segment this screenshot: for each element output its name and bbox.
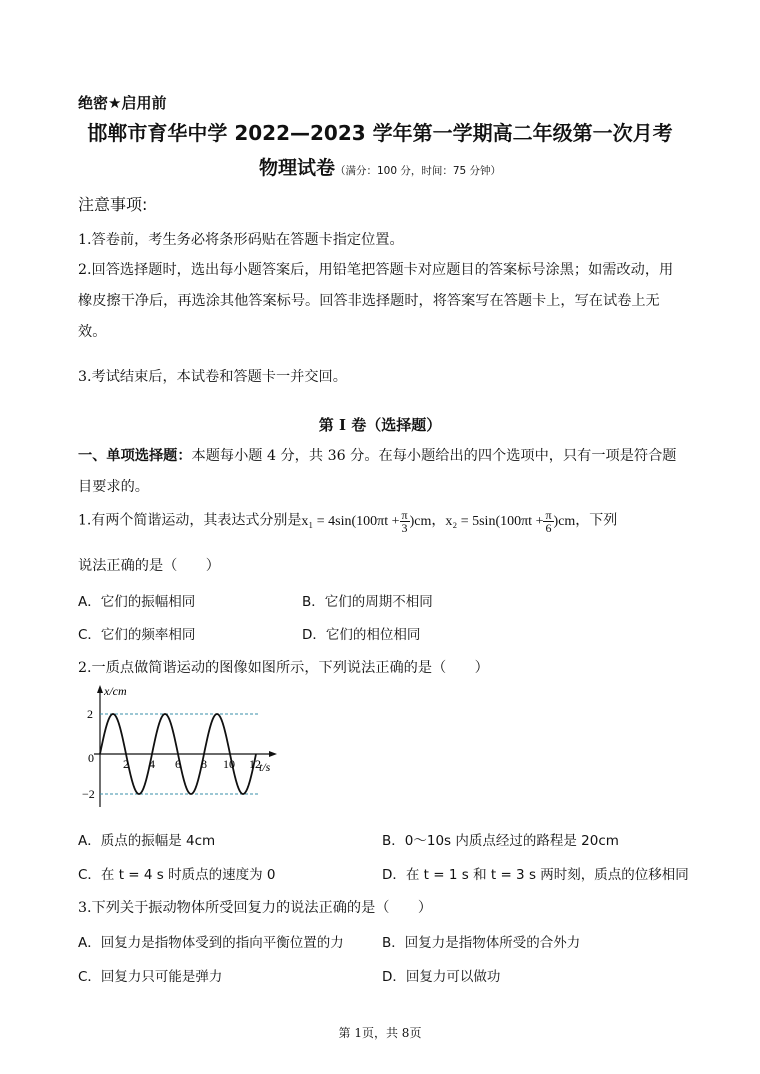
q1-formula-x2 bbox=[445, 508, 576, 535]
graph-x-tick-10: 10 bbox=[223, 757, 235, 771]
graph-y-tick-pos: 2 bbox=[87, 707, 93, 721]
notice-item-3: 3.考试结束后，本试卷和答题卡一并交回。 bbox=[78, 369, 347, 385]
q2-option-c: C．在 t = 4 s 时质点的速度为 0 bbox=[78, 867, 276, 883]
q3-option-b: B．回复力是指物体所受的合外力 bbox=[382, 935, 581, 951]
graph-x-tick-12: 12 bbox=[249, 757, 261, 771]
q1-x1-fraction bbox=[400, 509, 410, 534]
q1-x1-den: 3 bbox=[401, 521, 408, 535]
q1-stem-line2: 说法正确的是（ ） bbox=[78, 558, 220, 574]
q1-stem-suffix: ，下列 bbox=[575, 512, 618, 529]
notice-item-1: 1.答卷前，考生务必将条形码贴在答题卡指定位置。 bbox=[78, 232, 404, 248]
q3-option-d: D．回复力可以做功 bbox=[382, 969, 501, 985]
q1-option-b: B．它们的周期不相同 bbox=[302, 594, 433, 610]
q1-x1-unit: )cm bbox=[409, 513, 432, 529]
graph-x-ticks bbox=[123, 757, 261, 771]
graph-x-tick-4: 4 bbox=[149, 757, 155, 771]
q1-x1-num: π bbox=[401, 508, 408, 522]
q1-x2-fraction bbox=[543, 509, 553, 534]
exam-title: 邯郸市育华中学 2022—2023 学年第一学期高二年级第一次月考 bbox=[87, 121, 673, 145]
graph-y-label: x/cm bbox=[104, 684, 127, 698]
notice-item-2: 2.回答选择题时，选出每小题答案后，用铅笔把答题卡对应题目的答案标号涂黑；如需改动，用橡皮擦干净后，再选涂其他答案标号。回答非选择题时，将答案写在答题卡上，写在试卷上无效。 bbox=[78, 262, 674, 340]
graph-x-tick-8: 8 bbox=[201, 757, 207, 771]
subject-title: 物理试卷 bbox=[258, 157, 335, 179]
graph-x-label: t/s bbox=[259, 760, 271, 774]
part1-label: 一、单项选择题： bbox=[78, 448, 192, 464]
q1-x2-unit: )cm bbox=[553, 513, 576, 529]
graph-x-tick-6: 6 bbox=[175, 757, 181, 771]
graph-y-arrow bbox=[97, 685, 103, 693]
page-footer: 第 1页，共 8页 bbox=[338, 1026, 422, 1040]
q1-x2-num: π bbox=[545, 508, 552, 522]
q1-option-c: C．它们的频率相同 bbox=[78, 627, 196, 643]
graph-y-tick-neg: −2 bbox=[82, 787, 95, 801]
q2-option-a: A．质点的振幅是 4cm bbox=[78, 833, 216, 849]
part1-text: 本题每小题 4 分，共 36 分。在每小题给出的四个选项中，只有一项是符合题目要求的。 bbox=[78, 448, 677, 495]
q1-x1-lhs: x₁ = 4sin(100πt + bbox=[301, 513, 400, 529]
q2-option-d: D．在 t = 1 s 和 t = 3 s 两时刻，质点的位移相同 bbox=[382, 867, 689, 883]
q1-stem bbox=[78, 509, 617, 534]
section-heading: 第 I 卷（选择题） bbox=[318, 416, 442, 434]
q1-option-d: D．它们的相位相同 bbox=[302, 627, 421, 643]
subject-title-line bbox=[0, 153, 760, 180]
q3-option-a: A．回复力是指物体受到的指向平衡位置的力 bbox=[78, 935, 344, 951]
graph-origin-label: 0 bbox=[88, 751, 94, 765]
q1-x2-den: 6 bbox=[545, 521, 552, 535]
graph-x-arrow bbox=[269, 751, 277, 757]
q3-stem: 3.下列关于振动物体所受回复力的说法正确的是（ ） bbox=[78, 900, 433, 916]
q2-option-b: B．0～10s 内质点经过的路程是 20cm bbox=[382, 833, 619, 849]
q1-sep: ， bbox=[431, 512, 446, 529]
q2-displacement-graph bbox=[80, 682, 290, 812]
secret-label: 绝密★启用前 bbox=[78, 94, 167, 112]
q1-option-a: A．它们的振幅相同 bbox=[78, 594, 196, 610]
exam-info-note: （满分：100 分，时间：75 分钟） bbox=[334, 165, 502, 177]
q1-x2-lhs: x₂ = 5sin(100πt + bbox=[445, 513, 544, 529]
q3-option-c: C．回复力只可能是弹力 bbox=[78, 969, 223, 985]
q1-stem-prefix: 1.有两个简谐运动，其表达式分别是 bbox=[78, 512, 302, 529]
graph-x-tick-2: 2 bbox=[123, 757, 129, 771]
notice-heading: 注意事项: bbox=[78, 195, 148, 214]
part1-instructions bbox=[78, 441, 683, 503]
q2-stem: 2.一质点做简谐运动的图像如图所示，下列说法正确的是（ ） bbox=[78, 660, 489, 676]
q1-formula-x1 bbox=[301, 508, 432, 535]
